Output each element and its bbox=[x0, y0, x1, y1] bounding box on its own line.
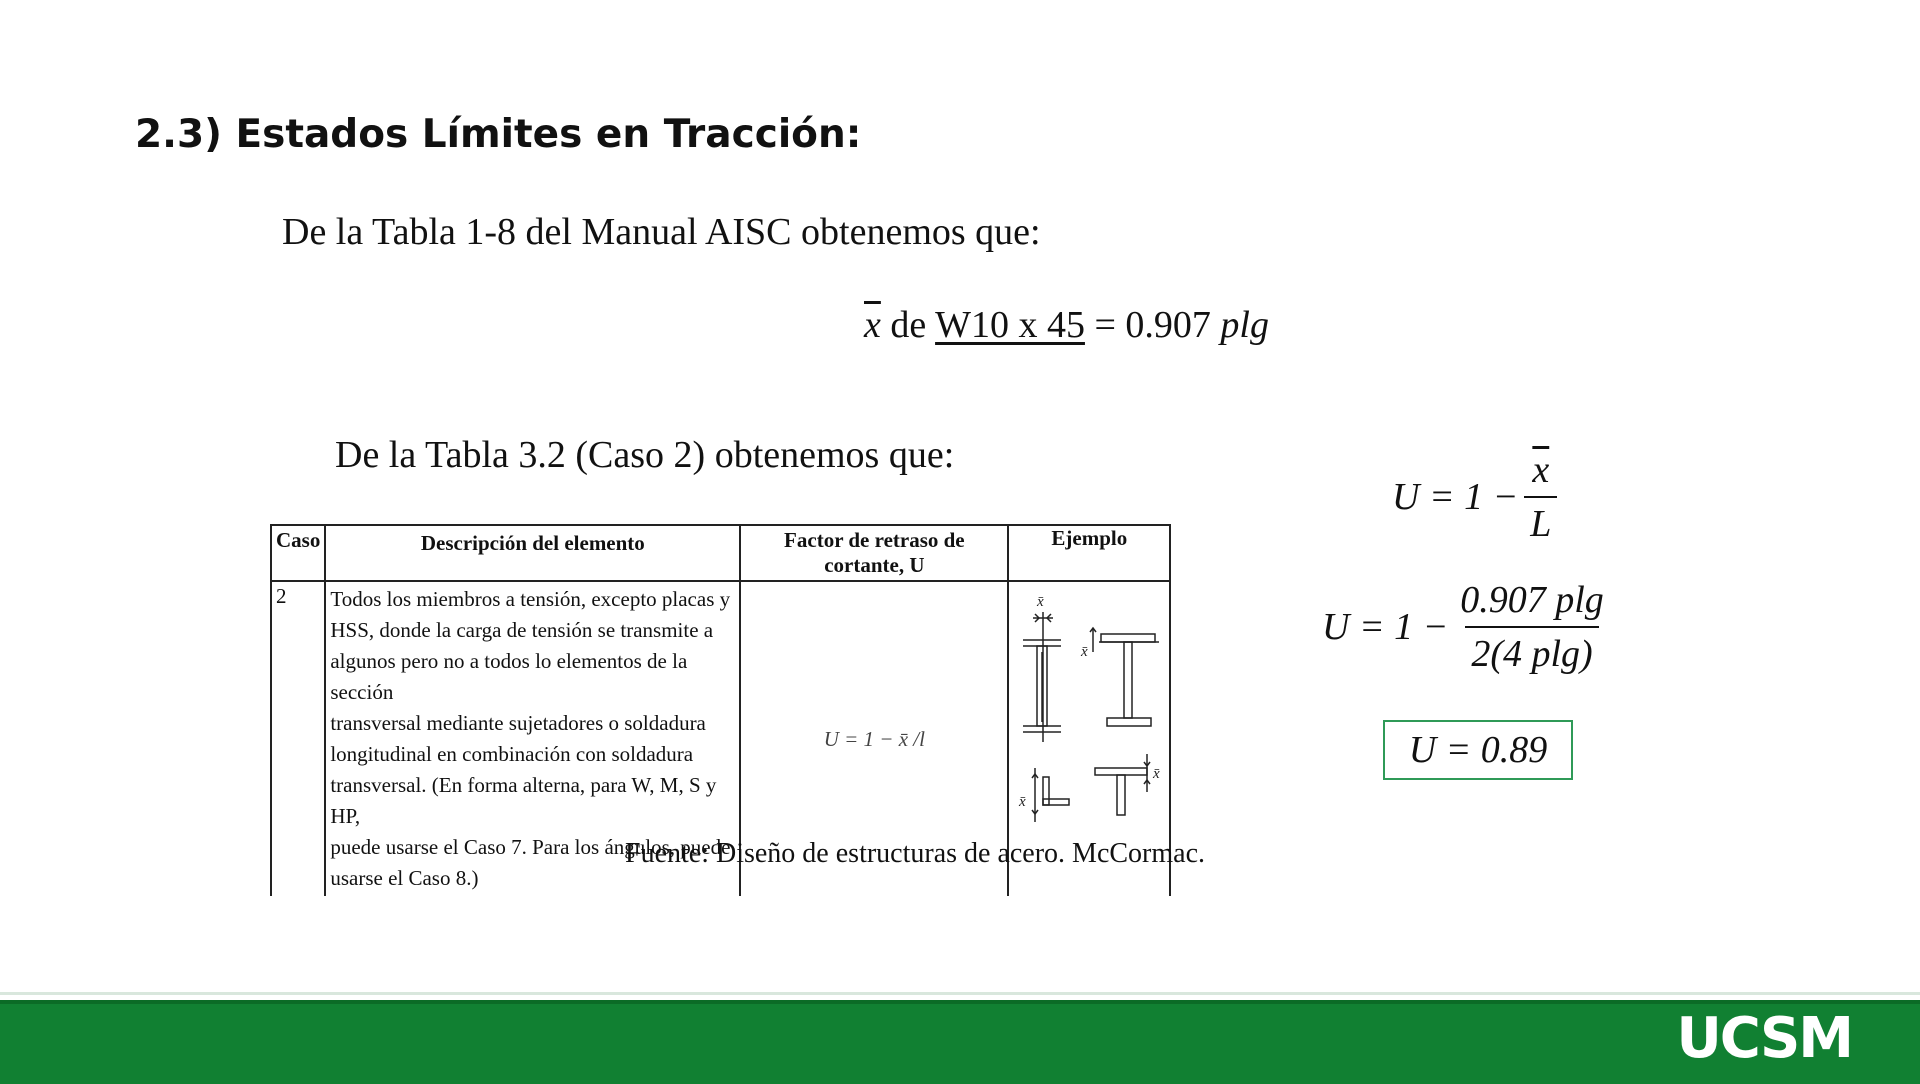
xbar-label: x̄ bbox=[1019, 794, 1027, 810]
desc-line: usarse el Caso 8.) bbox=[330, 866, 479, 890]
xbar-label: x̄ bbox=[1037, 594, 1045, 610]
ucsm-logo: UCSM bbox=[1676, 1006, 1852, 1071]
cell-caso: 2 bbox=[271, 581, 325, 896]
intro-text-1: De la Tabla 1-8 del Manual AISC obtenemos que: bbox=[282, 211, 1041, 253]
source-caption: Fuente: Diseño de estructuras de acero. McCormac. bbox=[625, 838, 1206, 869]
w-section-plan-icon bbox=[1023, 612, 1061, 742]
xbar-label: x̄ bbox=[1153, 766, 1161, 782]
xbar-formula bbox=[864, 303, 1269, 347]
eq1-denominator: L bbox=[1524, 496, 1557, 546]
header-descripcion: Descripción del elemento bbox=[325, 525, 740, 581]
eq2-denominator: 2(4 plg) bbox=[1465, 626, 1598, 676]
desc-line: Todos los miembros a tensión, excepto placas y bbox=[330, 587, 731, 611]
desc-line: longitudinal en combinación con soldadura bbox=[330, 742, 694, 766]
header-factor: Factor de retraso de cortante, U bbox=[740, 525, 1008, 581]
table-header-row bbox=[271, 525, 1170, 581]
eq1-numerator: $\overline{x}$ bbox=[1532, 449, 1550, 491]
eq1-lhs: U = 1 − bbox=[1392, 476, 1519, 518]
intro-text-2: De la Tabla 3.2 (Caso 2) obtenemos que: bbox=[335, 434, 955, 476]
desc-line: transversal mediante sujetadores o soldadura bbox=[330, 711, 706, 735]
equation-u-general bbox=[1392, 448, 1557, 546]
xbar-label: x̄ bbox=[1081, 644, 1089, 660]
desc-line: algunos pero no a todos lo elementos de la sección bbox=[330, 649, 688, 704]
xbar-equals: = bbox=[1094, 304, 1116, 346]
equation-u-substituted bbox=[1322, 578, 1610, 676]
result-box: U = 0.89 bbox=[1383, 720, 1573, 780]
eq1-fraction bbox=[1524, 448, 1557, 546]
slide-title: 2.3) Estados Límites en Tracción: bbox=[135, 112, 862, 157]
desc-line: transversal. (En forma alterna, para W, M, S y HP, bbox=[330, 773, 717, 828]
i-section-icon bbox=[1090, 628, 1159, 726]
cell-factor: U = 1 − x̄ /l bbox=[740, 581, 1008, 896]
header-ejemplo: Ejemplo bbox=[1008, 525, 1170, 581]
tee-section-icon bbox=[1095, 754, 1150, 815]
angle-section-icon bbox=[1032, 768, 1069, 822]
eq2-numerator: 0.907 plg bbox=[1460, 579, 1604, 621]
eq2-lhs: U = 1 − bbox=[1322, 606, 1449, 648]
header-caso: Caso bbox=[271, 525, 325, 581]
xbar-value: 0.907 bbox=[1125, 304, 1211, 346]
eq2-fraction bbox=[1454, 578, 1610, 676]
desc-line: puede usarse el Caso 7. Para los ángulos, puede bbox=[330, 835, 731, 859]
footer-divider bbox=[0, 992, 1920, 995]
xbar-de: de bbox=[890, 304, 927, 346]
section-name: W10 x 45 bbox=[935, 304, 1085, 346]
desc-line: HSS, donde la carga de tensión se transmite a bbox=[330, 618, 714, 642]
steel-sections-illustration bbox=[1009, 582, 1169, 832]
footer-bar bbox=[0, 1000, 1920, 1084]
xbar-unit: plg bbox=[1220, 304, 1269, 346]
xbar-symbol: $\overline{x}$ bbox=[864, 304, 881, 346]
